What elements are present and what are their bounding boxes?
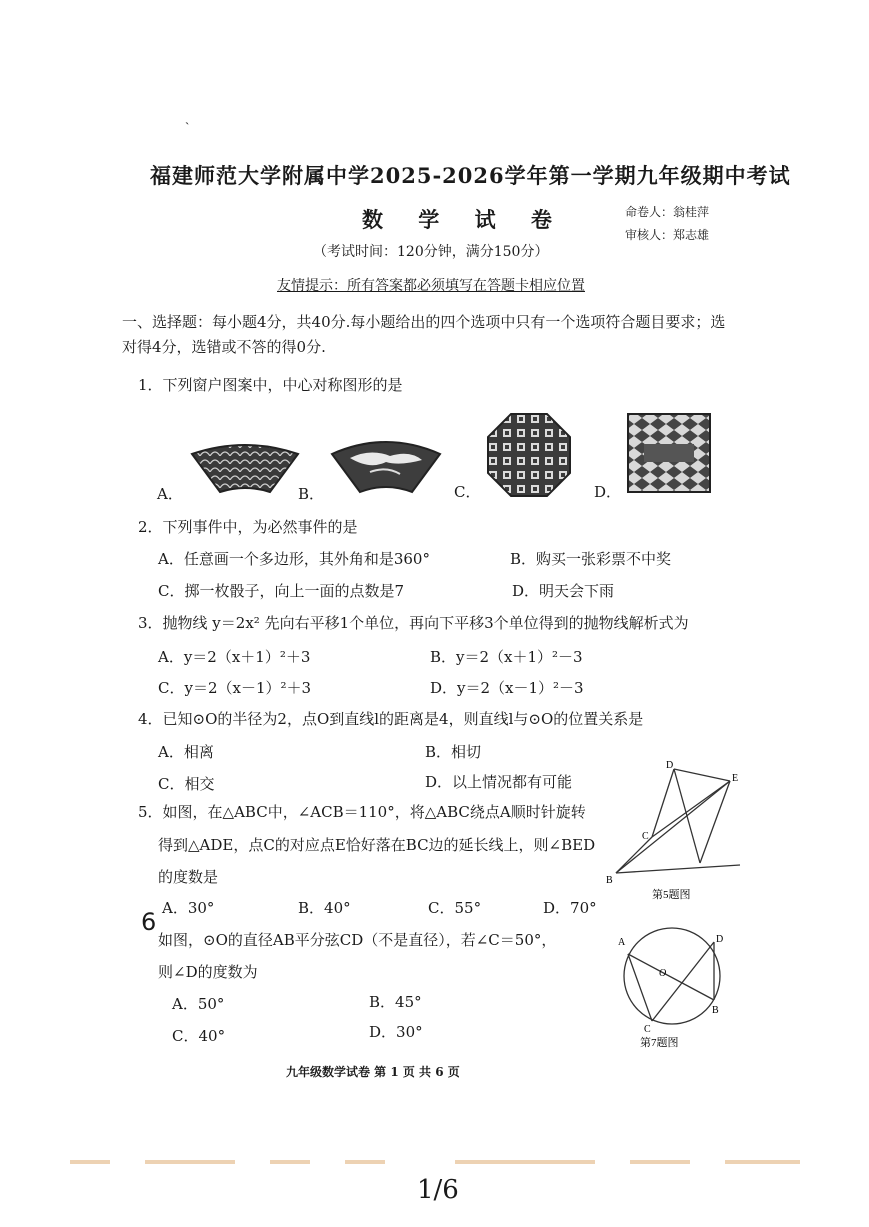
scan-strip	[455, 1160, 595, 1164]
scan-strip	[725, 1160, 800, 1164]
q5-option-b: B．40°	[298, 899, 351, 917]
q6-stem-line2: 则∠D的度数为	[158, 963, 258, 981]
q5-option-c: C．55°	[428, 899, 482, 917]
q4-stem: 4．已知⊙O的半径为2，点O到直线l的距离是4，则直线l与⊙O的位置关系是	[138, 710, 644, 728]
friendly-tip: 友情提示：所有答案都必须填写在答题卡相应位置	[277, 278, 585, 294]
reviewer-name: 审核人：郑志雄	[625, 228, 710, 242]
page-number: 1/6	[417, 1175, 459, 1205]
q4-option-c: C．相交	[158, 775, 215, 793]
q7-point-a: A	[618, 937, 626, 948]
q3-option-a: A．y＝2（x＋1）²＋3	[158, 648, 311, 666]
q4-option-a: A．相离	[158, 743, 214, 761]
q2-option-c: C．掷一枚骰子，向上一面的点数是7	[158, 582, 405, 600]
q5-stem-line1: 5．如图，在△ABC中，∠ACB＝110°，将△ABC绕点A顺时针旋转	[138, 803, 586, 821]
q2-option-d: D．明天会下雨	[512, 582, 615, 600]
q5-point-b: B	[606, 875, 613, 886]
q7-point-d: D	[716, 934, 724, 945]
q5-point-c: C	[642, 831, 649, 842]
q7-point-b: B	[712, 1005, 719, 1016]
scan-strip	[270, 1160, 310, 1164]
q7-figure-caption: 第7题图	[640, 1037, 679, 1049]
scan-strip	[630, 1160, 690, 1164]
q6-option-c: C．40°	[172, 1027, 226, 1045]
stray-mark: ˏ	[185, 111, 190, 126]
q1-label-b: B．	[298, 485, 325, 503]
page-footer: 九年级数学试卷 第 1 页 共 6 页	[286, 1065, 460, 1079]
octagon-window-pattern-c	[486, 412, 572, 498]
q6-option-b: B．45°	[369, 993, 422, 1011]
q3-option-d: D．y＝2（x－1）²－3	[430, 679, 584, 697]
q4-option-b: B．相切	[425, 743, 482, 761]
scan-strip	[70, 1160, 110, 1164]
q1-stem: 1．下列窗户图案中，中心对称图形的是	[138, 376, 403, 394]
q5-point-e: E	[732, 773, 739, 784]
time-info: （考试时间：120分钟，满分150分）	[313, 244, 549, 260]
q5-option-d: D．70°	[543, 899, 597, 917]
q1-label-c: C．	[454, 483, 481, 501]
q3-stem: 3．抛物线 y＝2x² 先向右平移1个单位，再向下平移3个单位得到的抛物线解析式为	[138, 614, 689, 632]
q1-label-d: D．	[594, 483, 622, 501]
q5-stem-line3: 的度数是	[158, 868, 219, 886]
q6-option-a: A．50°	[172, 995, 225, 1013]
q5-figure	[604, 755, 744, 905]
q3-option-b: B．y＝2（x＋1）²－3	[430, 648, 583, 666]
q5-stem-line2: 得到△ADE，点C的对应点E恰好落在BC边的延长线上，则∠BED	[158, 836, 596, 854]
q1-label-a: A．	[157, 485, 183, 503]
scan-strip	[345, 1160, 385, 1164]
q2-option-b: B．购买一张彩票不中奖	[510, 550, 672, 568]
q7-point-c: C	[644, 1024, 651, 1035]
q7-point-o: O	[659, 968, 667, 979]
q5-figure-caption: 第5题图	[652, 889, 691, 901]
fan-window-pattern-b	[330, 436, 442, 496]
q2-option-a: A．任意画一个多边形，其外角和是360°	[158, 550, 430, 568]
fan-window-pattern-a	[190, 440, 300, 496]
section-intro-line2: 对得4分，选错或不答的得0分.	[122, 338, 326, 356]
exam-title: 福建师范大学附属中学2025-2026学年第一学期九年级期中考试	[150, 163, 791, 188]
q5-option-a: A．30°	[162, 899, 215, 917]
q6-stem-line1: 如图，⊙O的直径AB平分弦CD（不是直径），若∠C＝50°，	[158, 931, 557, 949]
subject-title: 数 学 试 卷	[362, 207, 566, 232]
setter-name: 命卷人：翁桂萍	[625, 205, 710, 219]
q5-point-d: D	[666, 760, 674, 771]
handwritten-question-number: 6	[141, 908, 157, 936]
square-window-pattern-d	[626, 412, 712, 494]
section-intro-line1: 一、选择题：每小题4分，共40分.每小题给出的四个选项中只有一个选项符合题目要求；选	[122, 313, 726, 331]
q3-option-c: C．y＝2（x－1）²＋3	[158, 679, 312, 697]
q2-stem: 2．下列事件中，为必然事件的是	[138, 518, 358, 536]
q4-option-d: D．以上情况都有可能	[425, 773, 573, 791]
q7-circle-figure	[614, 920, 734, 1050]
scan-strip	[145, 1160, 235, 1164]
q6-option-d: D．30°	[369, 1023, 423, 1041]
